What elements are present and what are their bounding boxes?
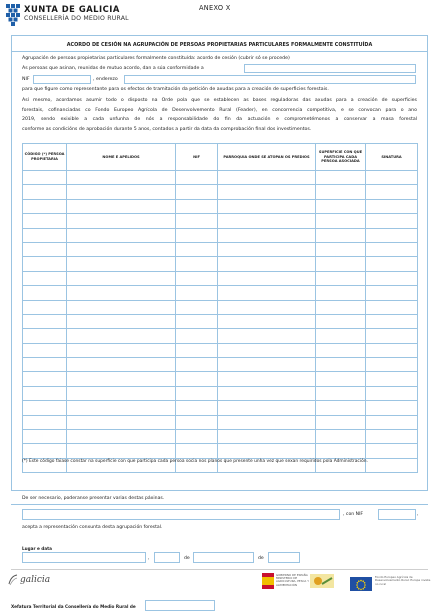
cell-name[interactable] xyxy=(67,358,176,372)
table-row xyxy=(23,171,418,185)
table-body xyxy=(23,171,418,473)
group-line: Agrupación de persoas propietarias particulares formalmente constituída: acordo de cesión (cubrir só se procede) xyxy=(22,56,290,61)
cell-surface[interactable] xyxy=(316,257,366,271)
cell-surface[interactable] xyxy=(316,171,366,185)
comma-mark-2: , xyxy=(148,556,150,561)
galicia-brand-text: galicia xyxy=(20,575,51,585)
cell-nif[interactable] xyxy=(176,343,218,357)
owners-table xyxy=(22,143,418,473)
eu-flag-icon xyxy=(350,577,372,591)
cell-owner-code[interactable] xyxy=(23,242,67,256)
cell-signature[interactable] xyxy=(366,242,418,256)
cell-parish[interactable] xyxy=(218,329,316,343)
cell-surface[interactable] xyxy=(316,386,366,400)
cell-owner-code[interactable] xyxy=(23,401,67,415)
day-input[interactable] xyxy=(154,552,180,563)
cell-name[interactable] xyxy=(67,300,176,314)
annex-label: ANEXO X xyxy=(199,4,231,12)
cell-signature[interactable] xyxy=(366,401,418,415)
table-row xyxy=(23,415,418,429)
cell-parish[interactable] xyxy=(218,199,316,213)
cell-signature[interactable] xyxy=(366,343,418,357)
col-surface: SUPERFICIE CON QUE PARTICIPA CADA PERSOA ASOCIADA xyxy=(316,144,366,171)
cell-owner-code[interactable] xyxy=(23,358,67,372)
cell-owner-code[interactable] xyxy=(23,257,67,271)
cell-nif[interactable] xyxy=(176,257,218,271)
accepting-nif-input[interactable] xyxy=(378,509,419,520)
table-row xyxy=(23,185,418,199)
paragraph-line-4: conforme as condicións de aprobación durante 5 anos, contados a partir da data da comprobación final dos investimentos. xyxy=(22,126,312,132)
cell-nif[interactable] xyxy=(176,444,218,458)
table-row xyxy=(23,242,418,256)
table-row xyxy=(23,314,418,328)
col-owner-code: CÓDIGO (*) PERSOA PROPIETARIA xyxy=(23,144,67,171)
cell-surface[interactable] xyxy=(316,358,366,372)
cell-surface[interactable] xyxy=(316,372,366,386)
col-signature: SINATURA xyxy=(366,144,418,171)
de-label-1: de xyxy=(184,556,190,561)
table-row xyxy=(23,386,418,400)
cell-nif[interactable] xyxy=(176,430,218,444)
table-row xyxy=(23,199,418,213)
cell-signature[interactable] xyxy=(366,444,418,458)
cell-owner-code[interactable] xyxy=(23,199,67,213)
cell-nif[interactable] xyxy=(176,401,218,415)
acceptance-line: acepta a representación conxunta desta agrupación forestal. xyxy=(22,525,163,530)
cell-signature[interactable] xyxy=(366,228,418,242)
table-row xyxy=(23,401,418,415)
col-name: NOME E APELIDOS xyxy=(67,144,176,171)
office-label: Xefatura Territorial da Consellería do Medio Rural de xyxy=(11,604,136,609)
footer-divider xyxy=(11,569,428,570)
section-divider xyxy=(11,504,428,505)
cell-signature[interactable] xyxy=(366,199,418,213)
cell-owner-code[interactable] xyxy=(23,214,67,228)
table-row xyxy=(23,286,418,300)
table-row xyxy=(23,228,418,242)
cell-owner-code[interactable] xyxy=(23,271,67,285)
paragraph-line-2: forestais, cofinanciadas co Fondo Europeo Agrícola de Desenvolvemento Rural (Feader), en concorrencia competitiva, e se convocan para o ano xyxy=(22,107,417,113)
cell-surface[interactable] xyxy=(316,415,366,429)
table-row xyxy=(23,329,418,343)
cell-nif[interactable] xyxy=(176,358,218,372)
cell-nif[interactable] xyxy=(176,228,218,242)
cell-surface[interactable] xyxy=(316,185,366,199)
cell-nif[interactable] xyxy=(176,300,218,314)
cell-parish[interactable] xyxy=(218,271,316,285)
department-name: CONSELLERÍA DO MEDIO RURAL xyxy=(24,15,129,22)
cell-surface[interactable] xyxy=(316,314,366,328)
cell-signature[interactable] xyxy=(366,386,418,400)
address-input[interactable] xyxy=(124,75,416,84)
cell-parish[interactable] xyxy=(218,343,316,357)
multiple-pages-note: De ser necesario, poderanse presentar varias destas páxinas. xyxy=(22,496,165,501)
col-nif: NIF xyxy=(176,144,218,171)
cell-nif[interactable] xyxy=(176,415,218,429)
cell-parish[interactable] xyxy=(218,214,316,228)
cell-name[interactable] xyxy=(67,401,176,415)
cell-signature[interactable] xyxy=(366,185,418,199)
comma-mark: , xyxy=(417,512,419,517)
col-parish: PARROQUIA ONDE SE ATOPAN OS PREDIOS xyxy=(218,144,316,171)
table-row xyxy=(23,430,418,444)
paragraph-line-3: 2019, sendo exixible a cada unfunha de nós a responsabilidade do fin da actuación e comprometémonos a conservar a masa forestal xyxy=(22,117,417,123)
cell-signature[interactable] xyxy=(366,314,418,328)
cell-name[interactable] xyxy=(67,271,176,285)
cell-surface[interactable] xyxy=(316,214,366,228)
cell-surface[interactable] xyxy=(316,286,366,300)
table-row xyxy=(23,372,418,386)
cell-signature[interactable] xyxy=(366,372,418,386)
feader-logo-icon xyxy=(310,574,334,588)
cell-parish[interactable] xyxy=(218,444,316,458)
cell-name[interactable] xyxy=(67,257,176,271)
cell-owner-code[interactable] xyxy=(23,430,67,444)
eu-fund-text: Fondo Europeo Agrícola de Desenvolvemento Rural: Europa inviste no rural xyxy=(375,575,431,586)
cell-parish[interactable] xyxy=(218,386,316,400)
footnote: (*) Este código faiase constar na superficie con que participa cada persoa socia nos planos que presente unha vez que sexan requiridos pola Administración. xyxy=(22,459,368,464)
cell-owner-code[interactable] xyxy=(23,444,67,458)
cell-name[interactable] xyxy=(67,185,176,199)
cell-nif[interactable] xyxy=(176,171,218,185)
cell-parish[interactable] xyxy=(218,358,316,372)
cell-surface[interactable] xyxy=(316,343,366,357)
paragraph-line-1: Así mesmo, acordamos asumir todo o disposto na Orde pola que se establecen as bases reguladoras das axudas para a creación de superficies xyxy=(22,98,417,103)
cell-owner-code[interactable] xyxy=(23,386,67,400)
table-row xyxy=(23,271,418,285)
cell-name[interactable] xyxy=(67,314,176,328)
cell-nif[interactable] xyxy=(176,386,218,400)
cell-parish[interactable] xyxy=(218,372,316,386)
cell-owner-code[interactable] xyxy=(23,343,67,357)
cell-signature[interactable] xyxy=(366,329,418,343)
representative-name-input[interactable] xyxy=(244,64,416,73)
cell-nif[interactable] xyxy=(176,214,218,228)
cell-owner-code[interactable] xyxy=(23,286,67,300)
cell-nif[interactable] xyxy=(176,199,218,213)
table-row xyxy=(23,444,418,458)
cell-nif[interactable] xyxy=(176,329,218,343)
address-label: , enderezo xyxy=(93,77,118,82)
cell-owner-code[interactable] xyxy=(23,415,67,429)
cell-surface[interactable] xyxy=(316,444,366,458)
cell-parish[interactable] xyxy=(218,286,316,300)
cell-owner-code[interactable] xyxy=(23,300,67,314)
nif-input[interactable] xyxy=(33,75,91,84)
table-header-row xyxy=(23,144,418,171)
cell-parish[interactable] xyxy=(218,401,316,415)
cell-signature[interactable] xyxy=(366,214,418,228)
cell-parish[interactable] xyxy=(218,171,316,185)
cell-owner-code[interactable] xyxy=(23,228,67,242)
galicia-brand-icon xyxy=(8,574,18,586)
cell-name[interactable] xyxy=(67,444,176,458)
org-name: XUNTA DE GALICIA xyxy=(24,4,120,14)
persons-line: As persoas que asinan, reunidas de mutuo acordo, dan a súa conformidade a xyxy=(22,66,204,71)
form-title: ACORDO DE CESIÓN NA AGRUPACIÓN DE PERSOAS PROPIETARIAS PARTICULARES FORMALMENTE CONSTITUÍDA xyxy=(66,42,373,48)
cell-nif[interactable] xyxy=(176,185,218,199)
cell-surface[interactable] xyxy=(316,401,366,415)
commitment-paragraph xyxy=(22,96,417,134)
representative-line: para que figure como representante para os efectos de tramitación da petición de axudas para a creación de superficies forestais. xyxy=(22,87,329,92)
month-input[interactable] xyxy=(193,552,254,563)
cell-nif[interactable] xyxy=(176,314,218,328)
cell-surface[interactable] xyxy=(316,242,366,256)
cell-name[interactable] xyxy=(67,199,176,213)
cell-owner-code[interactable] xyxy=(23,329,67,343)
title-divider xyxy=(11,51,428,52)
office-province-input[interactable] xyxy=(145,600,215,611)
cell-name[interactable] xyxy=(67,242,176,256)
cell-owner-code[interactable] xyxy=(23,171,67,185)
cell-signature[interactable] xyxy=(366,171,418,185)
nif-label: NIF xyxy=(22,77,30,82)
de-label-2: de xyxy=(258,556,264,561)
cell-parish[interactable] xyxy=(218,415,316,429)
cell-owner-code[interactable] xyxy=(23,372,67,386)
cell-name[interactable] xyxy=(67,214,176,228)
cell-name[interactable] xyxy=(67,343,176,357)
cell-owner-code[interactable] xyxy=(23,314,67,328)
cell-nif[interactable] xyxy=(176,286,218,300)
table-row xyxy=(23,214,418,228)
cell-parish[interactable] xyxy=(218,185,316,199)
cell-name[interactable] xyxy=(67,372,176,386)
table-row xyxy=(23,257,418,271)
cell-name[interactable] xyxy=(67,386,176,400)
accepting-person-name-input[interactable] xyxy=(22,509,340,520)
cell-parish[interactable] xyxy=(218,430,316,444)
cell-signature[interactable] xyxy=(366,415,418,429)
place-date-label: Lugar e data xyxy=(22,546,52,551)
cell-name[interactable] xyxy=(67,228,176,242)
cell-nif[interactable] xyxy=(176,372,218,386)
cell-name[interactable] xyxy=(67,286,176,300)
cell-nif[interactable] xyxy=(176,271,218,285)
cell-name[interactable] xyxy=(67,415,176,429)
ministry-text: GOBIERNO DE ESPAÑA MINISTERIO DE AGRICULTURA, PESCA Y ALIMENTACIÓN xyxy=(276,573,309,587)
cell-parish[interactable] xyxy=(218,257,316,271)
cell-name[interactable] xyxy=(67,329,176,343)
cell-parish[interactable] xyxy=(218,228,316,242)
cell-signature[interactable] xyxy=(366,300,418,314)
table-row xyxy=(23,358,418,372)
cell-signature[interactable] xyxy=(366,286,418,300)
cell-parish[interactable] xyxy=(218,300,316,314)
year-input[interactable] xyxy=(268,552,300,563)
xunta-emblem-icon xyxy=(6,4,20,26)
cell-parish[interactable] xyxy=(218,242,316,256)
cell-signature[interactable] xyxy=(366,358,418,372)
cell-signature[interactable] xyxy=(366,257,418,271)
cell-signature[interactable] xyxy=(366,458,418,472)
cell-surface[interactable] xyxy=(316,329,366,343)
place-input[interactable] xyxy=(22,552,146,563)
cell-name[interactable] xyxy=(67,430,176,444)
table-row xyxy=(23,300,418,314)
cell-signature[interactable] xyxy=(366,271,418,285)
table-row xyxy=(23,343,418,357)
cell-nif[interactable] xyxy=(176,242,218,256)
cell-surface[interactable] xyxy=(316,271,366,285)
cell-surface[interactable] xyxy=(316,199,366,213)
cell-signature[interactable] xyxy=(366,430,418,444)
cell-surface[interactable] xyxy=(316,228,366,242)
cell-surface[interactable] xyxy=(316,300,366,314)
cell-surface[interactable] xyxy=(316,430,366,444)
cell-owner-code[interactable] xyxy=(23,185,67,199)
accept-nif-label: , con NIF xyxy=(343,512,364,517)
cell-parish[interactable] xyxy=(218,314,316,328)
cell-name[interactable] xyxy=(67,171,176,185)
